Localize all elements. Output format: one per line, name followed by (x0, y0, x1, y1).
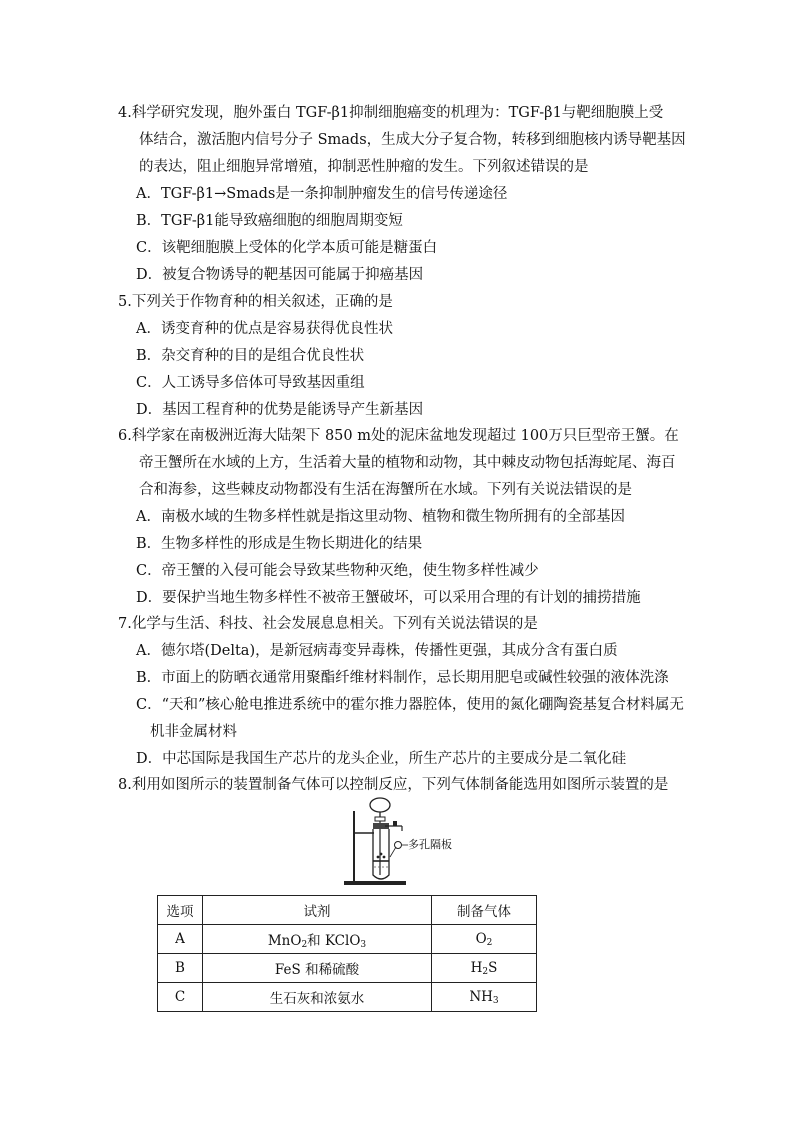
question-number: 7. (118, 616, 132, 632)
reagent-table (157, 895, 537, 1012)
row-gas: $O_2$ (432, 925, 537, 954)
question-6-line-1 (118, 426, 679, 446)
question-6-option-d: D．要保护当地生物多样性不被帝王蟹破坏，可以采用合理的有计划的捕捞措施 (136, 590, 641, 606)
question-4-option-c: C．该靶细胞膜上受体的化学本质可能是糖蛋白 (136, 240, 438, 256)
question-6-option-a: A．南极水域的生物多样性就是指这里动物、植物和微生物所拥有的全部基因 (136, 509, 625, 525)
question-4-line-2: 体结合，激活胞内信号分子 Smads，生成大分子复合物，转移到细胞核内诱导靶基因 (139, 132, 686, 148)
question-5-line-1 (118, 292, 393, 312)
question-7-option-a: A．德尔塔(Delta)，是新冠病毒变异毒株，传播性更强，其成分含有蛋白质 (136, 643, 618, 659)
row-reagent: FeS 和稀硫酸 (203, 954, 432, 983)
question-7-option-b: B．市面上的防晒衣通常用聚酯纤维材料制作，忌长期用肥皂或碱性较强的液体洗涤 (136, 670, 669, 686)
question-4-option-d: D．被复合物诱导的靶基因可能属于抑癌基因 (136, 267, 424, 283)
question-stem: 利用如图所示的装置制备气体可以控制反应，下列气体制备能选用如图所示装置的是 (131, 777, 669, 793)
row-gas: $H_2S$ (432, 954, 537, 983)
row-reagent: MnO$_2$和 KClO$_3$ (203, 925, 432, 954)
question-number: 6. (118, 428, 132, 444)
question-5-option-d: D．基因工程育种的优势是能诱导产生新基因 (136, 402, 424, 418)
question-5-option-b: B．杂交育种的目的是组合优良性状 (136, 348, 365, 364)
table-row (158, 925, 537, 954)
question-5-option-c: C．人工诱导多倍体可导致基因重组 (136, 375, 365, 391)
question-stem: 科学家在南极洲近海大陆架下 850 m处的泥床盆地发现超过 100万只巨型帝王蟹。在 (131, 428, 679, 444)
question-6-option-c: C．帝王蟹的入侵可能会导致某些物种灭绝，使生物多样性减少 (136, 563, 539, 579)
porous-plate-label: 多孔隔板 (408, 838, 452, 851)
question-7-option-c: C．“天和”核心舱电推进系统中的霍尔推力器腔体，使用的氮化硼陶瓷基复合材料属无 (136, 697, 684, 713)
question-7-option-d: D．中芯国际是我国生产芯片的龙头企业，所生产芯片的主要成分是二氧化硅 (136, 751, 627, 767)
row-option: A (158, 925, 203, 954)
row-gas: $NH_3$ (432, 983, 537, 1012)
question-4-line-1 (118, 103, 663, 123)
question-6-line-2: 帝王蟹所在水域的上方，生活着大量的植物和动物，其中棘皮动物包括海蛇尾、海百 (139, 455, 676, 471)
row-reagent: 生石灰和浓氨水 (203, 983, 432, 1012)
question-4-line-3: 的表达，阻止细胞异常增殖，抑制恶性肿瘤的发生。下列叙述错误的是 (139, 159, 589, 175)
question-6-option-b: B．生物多样性的形成是生物长期进化的结果 (136, 536, 423, 552)
question-number: 8. (118, 777, 132, 793)
header-gas: 制备气体 (432, 896, 537, 925)
question-number: 4. (118, 105, 132, 121)
question-8-line-1 (118, 775, 668, 795)
table-row (158, 954, 537, 983)
table-row (158, 983, 537, 1012)
header-reagent: 试剂 (203, 896, 432, 925)
question-stem: 下列关于作物育种的相关叙述，正确的是 (131, 294, 393, 310)
table-header-row (158, 896, 537, 925)
row-option: C (158, 983, 203, 1012)
row-option: B (158, 954, 203, 983)
question-4-option-b: B．TGF-β1能导致癌细胞的细胞周期变短 (136, 213, 403, 229)
question-stem: 化学与生活、科技、社会发展息息相关。下列有关说法错误的是 (131, 616, 538, 632)
funnel-bulb (370, 798, 390, 812)
question-5-option-a: A．诱变育种的优点是容易获得优良性状 (136, 321, 393, 337)
stand-base (344, 881, 406, 885)
question-4-option-a: A．TGF-β1→Smads是一条抑制肿瘤发生的信号传递途径 (136, 186, 508, 202)
question-stem: 科学研究发现，胞外蛋白 TGF-β1抑制细胞癌变的机理为：TGF-β1与靶细胞膜上受 (131, 105, 664, 121)
header-option: 选项 (158, 896, 203, 925)
gas-apparatus-figure (340, 795, 480, 894)
question-number: 5. (118, 294, 132, 310)
stopcock (393, 821, 397, 826)
question-7-option-c-cont: 机非金属材料 (150, 724, 237, 740)
question-7-line-1 (118, 614, 538, 634)
question-6-line-3: 合和海参，这些棘皮动物都没有生活在海蟹所在水域。下列有关说法错误的是 (139, 482, 632, 498)
